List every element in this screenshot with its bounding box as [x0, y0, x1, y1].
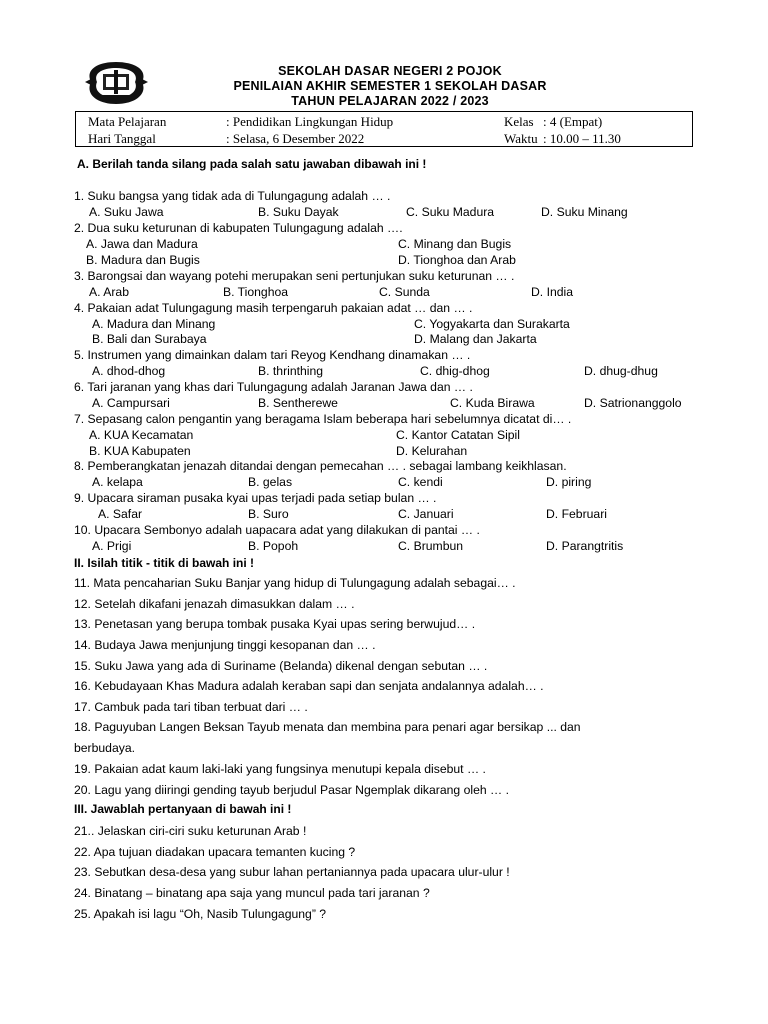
question-17: 17. Cambuk pada tari tiban terbuat dari … . — [74, 700, 308, 714]
question-14: 14. Budaya Jawa menjunjung tinggi kesopanan dan … . — [74, 638, 376, 652]
time-value: : 10.00 – 11.30 — [543, 131, 621, 146]
option: D. Suku Minang — [541, 205, 628, 219]
option: D. Februari — [546, 507, 607, 521]
question-19: 19. Pakaian adat kaum laki-laki yang fungsinya menutupi kepala disebut … . — [74, 762, 486, 776]
school-emblem-icon — [83, 60, 150, 106]
option: D. Parangtritis — [546, 539, 624, 553]
exam-title: PENILAIAN AKHIR SEMESTER 1 SEKOLAH DASAR — [233, 79, 547, 93]
option: B. gelas — [248, 475, 293, 489]
question-25: 25. Apakah isi lagu “Oh, Nasib Tulungagung” ? — [74, 907, 327, 921]
option: A. Suku Jawa — [89, 205, 164, 219]
section-b-title: II. Isilah titik - titik di bawah ini ! — [74, 556, 255, 570]
option: D. dhug-dhug — [584, 364, 658, 378]
question-3: 3. Barongsai dan wayang potehi merupakan seni pertunjukan suku keturunan … . — [74, 269, 515, 283]
question-20: 20. Lagu yang diiringi gending tayub berjudul Pasar Ngemplak dikarang oleh … . — [74, 783, 509, 797]
section-a-title: A. Berilah tanda silang pada salah satu jawaban dibawah ini ! — [77, 157, 427, 171]
question-7: 7. Sepasang calon pengantin yang beragama Islam beberapa hari sebelumnya dicatat di… . — [74, 412, 572, 426]
option: B. KUA Kabupaten — [89, 444, 191, 458]
question-11: 11. Mata pencaharian Suku Banjar yang hidup di Tulungagung adalah sebagai… . — [74, 576, 516, 590]
question-21: 21.. Jelaskan ciri-ciri suku keturunan Arab ! — [74, 824, 307, 838]
option: B. thrinthing — [258, 364, 324, 378]
option: C. Januari — [398, 507, 454, 521]
option: D. India — [531, 285, 574, 299]
option: C. Brumbun — [398, 539, 464, 553]
option: A. Safar — [98, 507, 143, 521]
question-12: 12. Setelah dikafani jenazah dimasukkan dalam … . — [74, 597, 355, 611]
option: D. Tionghoa dan Arab — [398, 253, 516, 267]
option: A. Campursari — [92, 396, 170, 410]
option: D. Kelurahan — [396, 444, 468, 458]
question-16: 16. Kebudayaan Khas Madura adalah keraban sapi dan senjata andalannya adalah… . — [74, 679, 544, 693]
question-13: 13. Penetasan yang berupa tombak pusaka Kyai upas sering berwujud… . — [74, 617, 476, 631]
day-label: Hari Tanggal — [88, 131, 156, 146]
option: C. Suku Madura — [406, 205, 495, 219]
option: C. Minang dan Bugis — [398, 237, 512, 251]
option: C. Yogyakarta dan Surakarta — [414, 317, 570, 331]
question-18-cont: berbudaya. — [74, 741, 135, 755]
day-value: : Selasa, 6 Desember 2022 — [226, 131, 365, 146]
option: C. Kuda Birawa — [450, 396, 535, 410]
section-c-title: III. Jawablah pertanyaan di bawah ini ! — [74, 802, 292, 816]
option: A. kelapa — [92, 475, 143, 489]
option: B. Suku Dayak — [258, 205, 339, 219]
option: A. Arab — [89, 285, 129, 299]
class-label: Kelas — [504, 114, 534, 129]
option: B. Madura dan Bugis — [86, 253, 200, 267]
option: D. Satrionanggolo — [584, 396, 682, 410]
question-5: 5. Instrumen yang dimainkan dalam tari Reyog Kendhang dinamakan … . — [74, 348, 471, 362]
question-18: 18. Paguyuban Langen Beksan Tayub menata dan membina para penari agar bersikap ... dan — [74, 720, 581, 734]
subject-value: : Pendidikan Lingkungan Hidup — [226, 114, 394, 129]
class-value: : 4 (Empat) — [543, 114, 603, 129]
question-8: 8. Pemberangkatan jenazah ditandai dengan pemecahan … . sebagai lambang keikhlasan. — [74, 459, 567, 473]
question-2: 2. Dua suku keturunan di kabupaten Tulungagung adalah …. — [74, 221, 403, 235]
question-9: 9. Upacara siraman pusaka kyai upas terjadi pada setiap bulan … . — [74, 491, 437, 505]
exam-info-box — [75, 111, 693, 147]
question-6: 6. Tari jaranan yang khas dari Tulungagung adalah Jaranan Jawa dan … . — [74, 380, 473, 394]
option: A. dhod-dhog — [92, 364, 166, 378]
question-4: 4. Pakaian adat Tulungagung masih terpengaruh pakaian adat … dan … . — [74, 301, 473, 315]
option: A. Madura dan Minang — [92, 317, 216, 331]
option: B. Sentherewe — [258, 396, 338, 410]
option: C. kendi — [398, 475, 443, 489]
option: B. Tionghoa — [223, 285, 289, 299]
question-22: 22. Apa tujuan diadakan upacara temanten kucing ? — [74, 845, 356, 859]
option: A. Jawa dan Madura — [86, 237, 198, 251]
option: C. dhig-dhog — [420, 364, 490, 378]
option: C. Sunda — [379, 285, 430, 299]
option: B. Bali dan Surabaya — [92, 332, 207, 346]
option: A. KUA Kecamatan — [89, 428, 194, 442]
option: B. Popoh — [248, 539, 299, 553]
question-1: 1. Suku bangsa yang tidak ada di Tulungagung adalah … . — [74, 189, 391, 203]
option: D. piring — [546, 475, 592, 489]
question-15: 15. Suku Jawa yang ada di Suriname (Belanda) dikenal dengan sebutan … . — [74, 659, 488, 673]
time-label: Waktu — [504, 131, 538, 146]
question-24: 24. Binatang – binatang apa saja yang muncul pada tari jaranan ? — [74, 886, 430, 900]
option: C. Kantor Catatan Sipil — [396, 428, 520, 442]
school-name: SEKOLAH DASAR NEGERI 2 POJOK — [278, 64, 502, 78]
academic-year: TAHUN PELAJARAN 2022 / 2023 — [291, 94, 489, 108]
option: D. Malang dan Jakarta — [414, 332, 537, 346]
option: A. Prigi — [92, 539, 132, 553]
subject-label: Mata Pelajaran — [88, 114, 167, 129]
question-23: 23. Sebutkan desa-desa yang subur lahan pertaniannya pada upacara ulur-ulur ! — [74, 865, 510, 879]
question-10: 10. Upacara Sembonyo adalah uapacara adat yang dilakukan di pantai … . — [74, 523, 480, 537]
option: B. Suro — [248, 507, 289, 521]
